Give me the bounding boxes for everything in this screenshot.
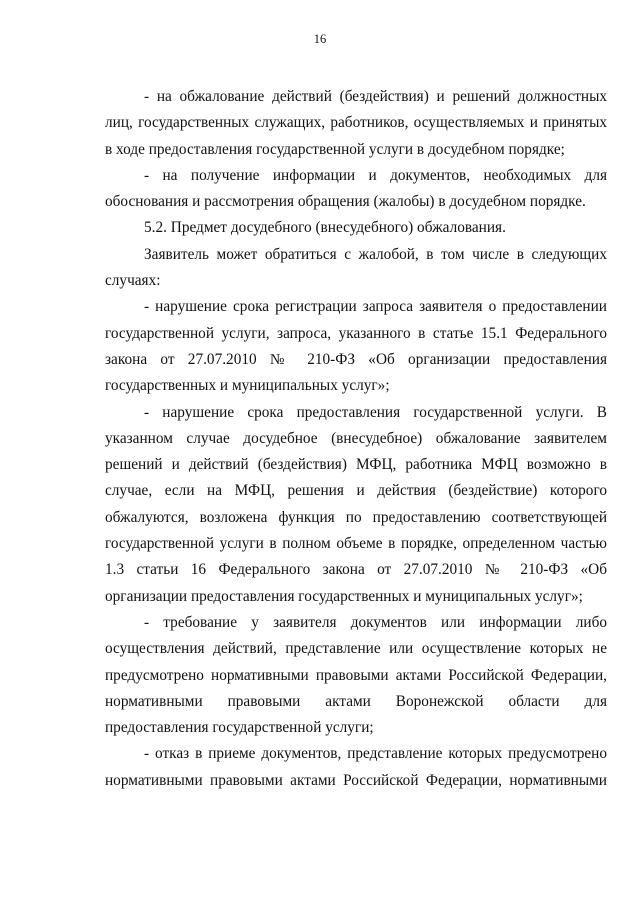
paragraph-refusal-documents: - отказ в приеме документов, представление которых предусмотрено нормативными правовыми актами Российской Федерации, нормативными xyxy=(105,745,607,789)
paragraph-subject-heading: 5.2. Предмет досудебного (внесудебного) обжалования. xyxy=(144,219,506,237)
page-number: 16 xyxy=(313,32,327,46)
paragraph-obtain-information: - на получение информации и документов, необходимых для обоснования и рассмотрения обращения (жалобы) в досудебном порядке. xyxy=(105,166,607,211)
paragraph-document-requirement: - требование у заявителя документов или информации либо осуществления действий, представление или осуществление которых не предусмотрено нормативными правовыми актами Российской Федерации, нормативными правовыми актами Воронежской области для предоставления государственной услуги; xyxy=(105,613,607,737)
paragraph-service-term-violation: - нарушение срока предоставления государственной услуги. В указанном случае досудебное (внесудебное) обжалование заявителем решений и действий (бездействия) МФЦ, работника МФЦ возможно в случае, если на МФЦ, решения и действия (бездействие) которого обжалуются, возложена функция по предоставлению соответствующей государственной услуги в полном объеме в порядке, определенном частью 1.3 статьи 16 Федерального закона от 27.07.2010 № 210-ФЗ «Об организации предоставления государственных и муниципальных услуг»; xyxy=(105,403,607,605)
paragraph-applicant-cases: Заявитель может обратиться с жалобой, в том числе в следующих случаях: xyxy=(105,245,607,290)
document-body xyxy=(105,84,607,794)
paragraph-appeal-actions: - на обжалование действий (бездействия) и решений должностных лиц, государственных служащих, работников, осуществляемых и принятых в ходе предоставления государственной услуги в досудебном порядке; xyxy=(105,88,607,158)
paragraph-registration-violation: - нарушение срока регистрации запроса заявителя о предоставлении государственной услуги, запроса, указанного в статье 15.1 Федерального закона от 27.07.2010 № 210-ФЗ «Об организации предоставления государственных и муниципальных услуг»; xyxy=(105,298,607,395)
